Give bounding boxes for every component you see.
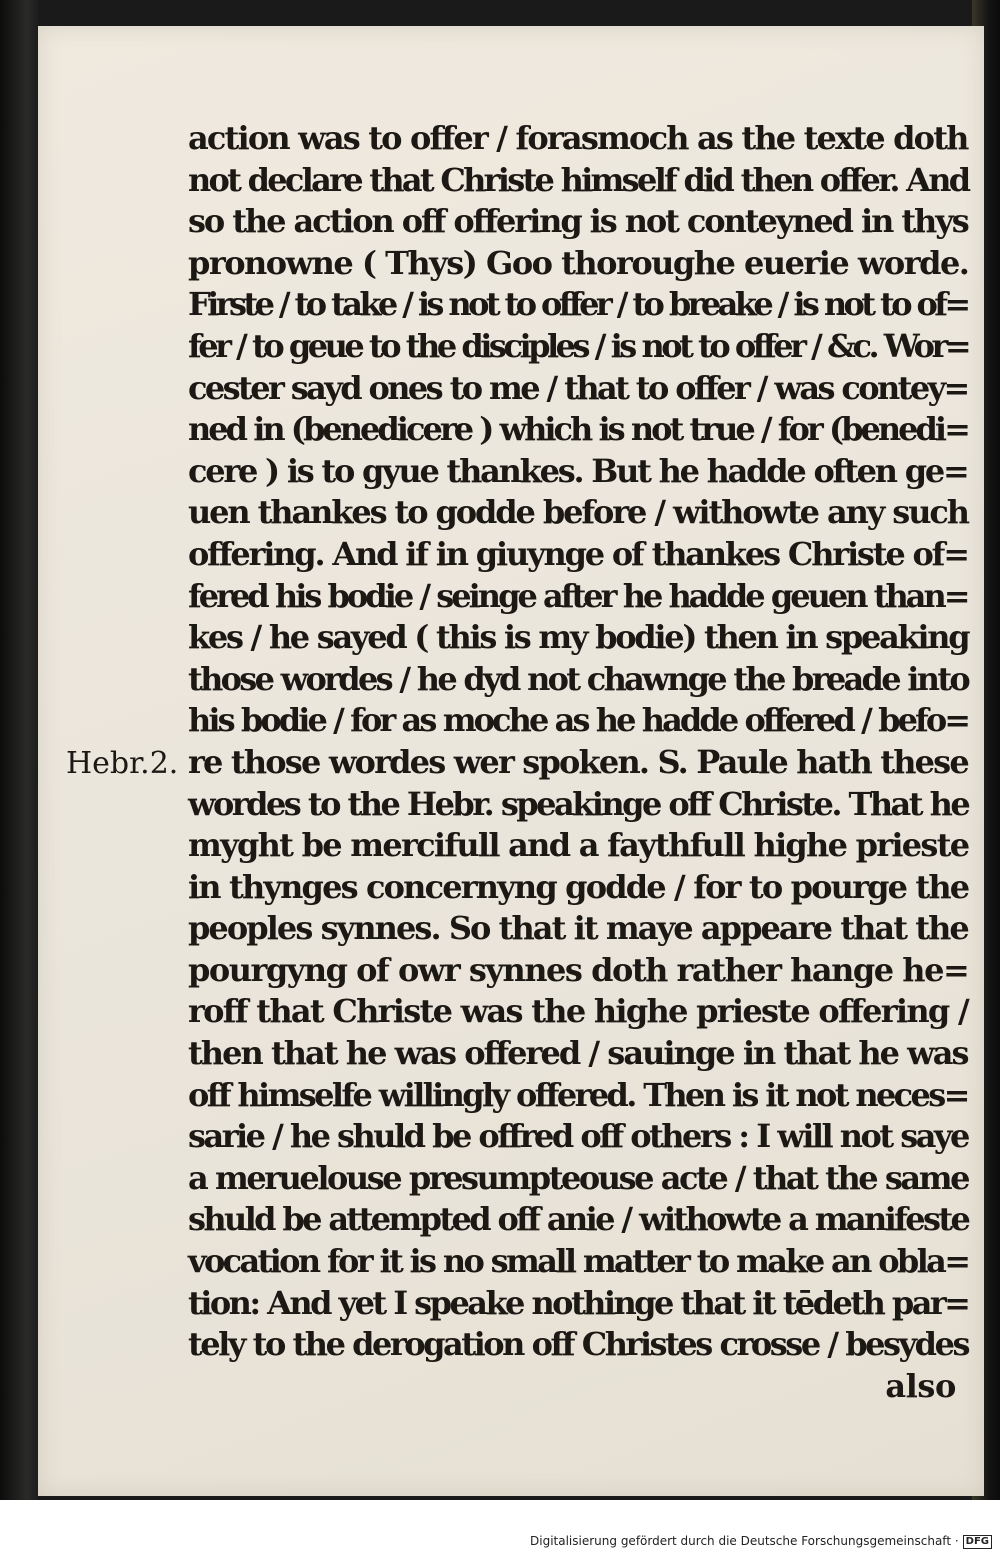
text-line: ned in (benedicere ) which is not true / for (benedi= bbox=[188, 410, 968, 449]
book-left-edge bbox=[0, 0, 38, 1500]
book-page bbox=[38, 26, 984, 1496]
bleed-through-marks-lower bbox=[0, 1160, 34, 1220]
text-line: fered his bodie / seinge after he hadde geuen than= bbox=[188, 576, 968, 615]
dfg-logo: DFG bbox=[963, 1535, 992, 1549]
text-line: not declare that Christe himself did then offer. And bbox=[188, 160, 969, 199]
digitization-credit bbox=[530, 1534, 992, 1549]
catchword: also bbox=[885, 1366, 956, 1405]
page-text bbox=[188, 118, 978, 1407]
text-line: tion: And yet I speake nothinge that it tēdeth par= bbox=[188, 1283, 969, 1322]
text-line: fer / to geue to the disciples / is not to offer / &c. Wor= bbox=[188, 326, 969, 365]
text-line: Firste / to take / is not to offer / to breake / is not to of= bbox=[188, 285, 968, 324]
text-line: those wordes / he dyd not chawnge the breade into bbox=[188, 659, 969, 698]
text-line: cester sayd ones to me / that to offer / was contey= bbox=[188, 368, 968, 407]
text-line: shuld be attempted off anie / withowte a manifeste bbox=[188, 1200, 969, 1239]
text-line: sarie / he shuld be offred off others : I will not saye bbox=[188, 1117, 968, 1156]
text-line: uen thankes to godde before / withowte any such bbox=[188, 493, 968, 532]
text-line: a meruelouse presumpteouse acte / that the same bbox=[188, 1158, 968, 1197]
text-line: cere ) is to gyue thankes. But he hadde often ge= bbox=[188, 451, 968, 490]
text-line: wordes to the Hebr. speakinge off Christe. That he bbox=[188, 784, 969, 823]
text-line: so the action off offering is not conteyned in thys bbox=[188, 202, 968, 241]
text-line: re those wordes wer spoken. S. Paule hath these bbox=[188, 742, 968, 781]
text-line: peoples synnes. So that it maye appeare that the bbox=[188, 909, 968, 948]
text-line: offering. And if in giuynge of thankes Christe of= bbox=[188, 534, 968, 573]
text-line: roff that Christe was the highe prieste offering / bbox=[188, 992, 968, 1031]
bleed-through-marks bbox=[0, 530, 34, 750]
text-line: pourgyng of owr synnes doth rather hange he= bbox=[188, 950, 969, 989]
text-line: pronowne ( Thys) Goo thoroughe euerie worde. bbox=[188, 243, 969, 282]
text-line: action was to offer / forasmoch as the texte doth bbox=[188, 119, 968, 157]
text-line: his bodie / for as moche as he hadde offered / befo= bbox=[188, 701, 969, 740]
text-line: tely to the derogation off Christes crosse / besydes bbox=[188, 1325, 968, 1364]
text-line: then that he was offered / sauinge in that he was bbox=[188, 1034, 968, 1073]
text-line: vocation for it is no small matter to make an obla= bbox=[188, 1242, 969, 1281]
credit-text: Digitalisierung gefördert durch die Deutsche Forschungsgemeinschaft · bbox=[530, 1534, 959, 1548]
text-line: in thynges concernyng godde / for to pourge the bbox=[188, 867, 969, 906]
text-line: kes / he sayed ( this is my bodie) then in speaking bbox=[188, 618, 969, 657]
margin-note: Hebr.2. bbox=[66, 746, 179, 781]
text-line: myght be mercifull and a faythfull highe prieste bbox=[188, 826, 969, 865]
text-line: off himselfe willingly offered. Then is it not neces= bbox=[188, 1075, 968, 1114]
